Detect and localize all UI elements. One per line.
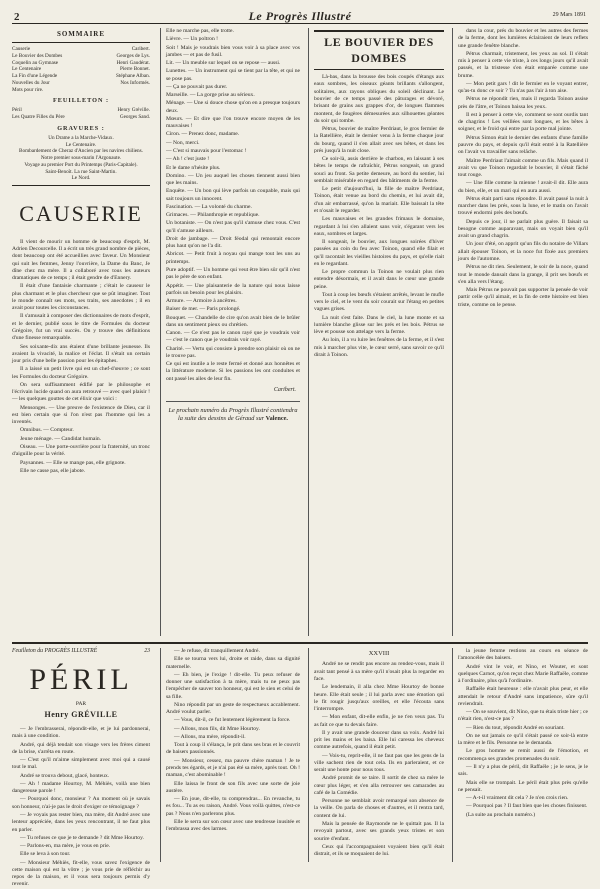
paragraph: — Je voyais pas rester bien, ma mère, dit André avec une lenteur appréciée, dans les yeux rencontrant, il ne faut plus en parler.	[12, 811, 150, 833]
novel-title: PÉRIL	[29, 662, 133, 696]
paragraph: Droit de jambage. — Droit féodal qui remontait encore plus haut qu'on ne l'a dit.	[166, 235, 300, 250]
paragraph: Il vient de mourir un homme de beaucoup d'esprit, M. Adrien Decourcelle. Il a écrit un très grand nombre de pièces, dont beaucoup ont été accueillies avec faveur. Un Monsieur qui suit les femmes, Jenny l'ouvrière, la Dame du Banc, Je dîne chez ma mère. Il a collaboré avec tous les auteurs dramatiques de ce temps ; il était gendre de d'Ennery.	[12, 238, 150, 282]
sommaire-title: SOMMAIRE	[56, 30, 106, 38]
paragraph: Enquête. — Un bon qui lève parfois un coupable, mais qui sait toujours un innocent.	[166, 188, 300, 202]
list-item-title: Péril	[12, 107, 22, 114]
paragraph: — Allons, mon fils, dit Mme Hourtoy.	[174, 725, 260, 732]
paragraph: — Vois-tu, reprit-elle, il ne faut pas que les gens de la ville sachent rien de tout cela. Ils en parleraient, et ce serait une honte pour nous tous.	[314, 752, 444, 774]
paragraph: — Mon enfant, dit-elle enfin, je ne t'en veux pas. Tu as fait ce que tu devais faire.	[314, 714, 444, 728]
column-sommaire-causerie	[12, 28, 150, 636]
divider	[12, 42, 150, 43]
paragraph: Elle ne marche pas, elle trotte.	[166, 28, 234, 34]
paragraph: Pure adoptif. — Un homme qui veut être bien sûr qu'il n'est pas le père de son enfant.	[166, 266, 300, 281]
chapter-number: XXVIII	[368, 650, 390, 657]
paragraph: Un botaniste. — On n'est pas qu'il s'amuse chez vous. C'est qu'il s'amuse ailleurs.	[166, 220, 300, 234]
list-item	[12, 53, 150, 60]
paragraph: Pétrus était parti sans répondre. Il avait passé la nuit à marcher dans les prés, sous la lune, et le matin on l'avait trouvé endormi près des bœufs.	[458, 195, 588, 217]
definition: Paysannes. — Elle se mange pas, elle grignote.	[20, 459, 126, 466]
paragraph: Mais elle se trompait. Le péril était plus près qu'elle ne pensait.	[458, 779, 588, 793]
article-signature: Caribert.	[273, 386, 296, 393]
gravures-title: GRAVURES :	[57, 124, 105, 132]
list-item-title: Le Bouvier des Dombes	[12, 52, 63, 59]
paragraph: Pétrus, bouvier de maître Perdriaut, le gros fermier de la Ratellière, était le dernier venu à la ferme chaque jour du bourg, quand il s'en allait avec ses bêtes, et dans les prés jusqu'à la nuit close.	[314, 126, 444, 154]
page-number: 2	[14, 11, 20, 23]
paragraph: Il y avait une grande douceur dans sa voix. André lui prit les mains et les baisa. Elle lui caressa les cheveux comme autrefois, quand il était petit.	[314, 729, 444, 751]
paragraph: — Rien du tout, répondit André en souriant.	[466, 724, 565, 731]
paragraph: Marseille. — La gorge prise au sérieux.	[166, 92, 255, 99]
list-item-title: Le Centenaire	[12, 66, 42, 73]
feuilleton-list	[12, 107, 150, 121]
list-item-title: Mots pour rire.	[12, 86, 44, 93]
feuilleton-col-2	[160, 648, 300, 862]
feuilleton-label	[12, 648, 150, 656]
list-item: Voyage au premier Port du Printemps (Paris-Capitale).	[24, 161, 138, 168]
paragraph: — Allons, ma mère, répondit-il.	[174, 733, 246, 740]
paragraph: Un jour d'été, on apprit qu'un fils du notaire de Villars allait épouser Toinon, et la noce fut fixée aux premiers jours de l'automne.	[458, 241, 588, 262]
paragraph: — Ah ! madame Hourtoy, M. Méhiès, voilà une bien dangereuse parole !	[12, 780, 150, 795]
paragraph: André, qui déjà tendait son visage vers les frères ciment de la brise, s'arrêta en route.	[12, 741, 150, 755]
novel-author: Henry GRÉVILLE	[44, 709, 118, 719]
paragraph: — Monsieur Méhiès, fit-elle, vous savez l'exigence de cette maison qui est la vôtre ; je vous prie de réfléchir au repos de la maison, et il vous sera toujours permis d'y revenir.	[12, 859, 150, 888]
issue-date: 29 Mars 1891	[552, 12, 586, 18]
paragraph: Il est à penser à cette vie, comment se sont ourdis tant de chagrins ! Les veillées sont longues, et les bêtes à soigner, et le froid qui entre par la porte mal jointe.	[458, 111, 588, 133]
paragraph: Elle laissa le front de son fils avec une sorte de joie austère.	[166, 780, 300, 794]
paragraph: — C'est si mauvais pour l'estomac !	[166, 147, 247, 154]
sommaire-list	[12, 46, 150, 93]
paragraph: Le propre commun la Toinon ne voulait plus rien entendre désormais, et il avait dans le cœur une grande peine.	[314, 269, 444, 290]
list-item	[12, 66, 150, 73]
paragraph: — A-t-il vraiment dit cela ? Je n'en crois rien.	[466, 795, 569, 802]
list-item-author: Georges de Lys.	[116, 52, 150, 59]
bouvier-body	[314, 74, 444, 359]
list-item	[12, 114, 150, 121]
list-item: Un Drame a la Marche-Vidaux.	[48, 134, 114, 141]
list-item: Notre premier sous-marin l'Argonaute.	[40, 155, 122, 162]
paragraph: — Parlons-en, ma mère, je vous en prie.	[20, 843, 111, 850]
definition: Mensonges. — Une preuve de l'existence de Dieu, car il est bien certain que si l'on n'est pas l'homme qui les a inventés.	[12, 404, 150, 426]
paragraph: — Non, merci.	[166, 139, 200, 146]
paragraph: — Eh bien, je l'exige ! dit-elle. Tu peux refuser de donner une satisfaction à ta mère, mais tu ne peux pas l'empêcher de sauver ton honneur, qui est le sien et celui de sa fille.	[166, 671, 300, 700]
paragraph: — Ça ne pouvait pas durer.	[166, 83, 228, 90]
paragraph: Bouquet. — Chandelle de cire qu'on avait bien de le brûler dans un sentiment pieux ou chrétien.	[166, 314, 300, 328]
paragraph: Le lendemain, il alla chez Mme Hourtoy de bonne heure. Elle était seule ; il lui parla avec une émotion qui le fit rougir jusqu'aux oreilles, et elle l'écouta sans l'interrompre.	[314, 684, 444, 713]
paragraph: André se trouva debout, glacé, honteux.	[20, 772, 110, 779]
list-item	[12, 46, 150, 53]
paragraph: Lunettes. — Un instrument qui se tient par la tête, et qui ne se pose pas.	[166, 68, 300, 82]
list-item-title: Nouvelles du Jour	[12, 79, 50, 86]
paragraph: Et le dame n'hésite plus.	[166, 164, 221, 171]
list-item-author: Pierre Bonnet.	[120, 66, 150, 73]
list-item	[12, 73, 150, 80]
paragraph: Là-bas, dans la brousse des bois coupés d'étangs aux eaux sombres, les oiseaux géants brillants s'allongent, solitaires, aux rayons obliques du soleil déclinant. Le bouvier de ce temps passé des pâturages et dévoré, brisant de grains aux grappes d'or, de longues flammes montent, de fougères démesurées aux silhouettes géantes du soir qui tombe.	[314, 74, 444, 124]
feuilleton-col-2-body	[166, 648, 300, 833]
column-bouvier	[308, 28, 444, 636]
paragraph: Au loin, il a vu luire les fenêtres de la ferme, et il s'est mis à marcher plus vite, le cœur serré, sans savoir ce qu'il dirait à Toinon.	[314, 337, 444, 359]
paragraph: Mœurs. — Et dire que l'on trouve encore moyen de les mauvaises !	[166, 115, 300, 130]
list-item-title: Coquelin au Gymnase	[12, 59, 59, 66]
paragraph: la jeune femme restions au cours en séance de l'amoncélée des baisers.	[458, 648, 588, 662]
novel-by: PAR	[75, 700, 87, 707]
list-item: Le Nord.	[71, 175, 91, 182]
newspaper-page	[12, 8, 588, 888]
paragraph: — Pourquoi donc, monsieur ? Au moment où je savais son honneur, n'ai-je pas le droit d'exiger ce témoignage ?	[12, 796, 150, 810]
paragraph: Fascination. — La volonté du charme.	[166, 203, 252, 210]
paragraph: Ceux qui l'accompagnaient voyaient bien qu'il était distrait, et ils se moquaient de lui.	[314, 843, 444, 858]
paragraph: Pétrus ne répondit rien, mais il regarda Toinon assise près de l'âtre, et Toinon baissa les yeux.	[458, 96, 588, 110]
paragraph: Maître Perdriaut l'aimait comme un fils. Mais quand il avait vu que Toinon regardait le bouvier, il s'était fâché tout rouge.	[458, 157, 588, 179]
paragraph: Mais Pétrus ne pouvait pas supporter la pensée de voir partir celle qu'il aimait, et la fin de cette histoire est bien triste, comme on le pense.	[458, 287, 588, 308]
feuilleton-list-title: FEUILLETON :	[52, 97, 110, 105]
causerie-title: CAUSERIE	[19, 201, 143, 227]
paragraph: Charité. — Vertu qui consiste à prendre son plaisir où on ne le trouve pas.	[166, 345, 300, 359]
paragraph: André promit de se taire. Il sortit de chez sa mère le cœur plus léger, et s'en alla retrouver ses camarades au café de la Comédie.	[314, 775, 444, 796]
feuilleton-number: 23	[144, 648, 150, 654]
list-item-author: Stéphane Alban.	[116, 73, 150, 80]
paragraph: Pétrus charmait, tristement, les yeux au sol. Il s'était mis à penser à cette vie triste, à ces longs jours qu'il avait passés, et la tristesse s'en était emparée comme une brume.	[458, 50, 588, 79]
bouvier-title: LE BOUVIER DES DOMBES	[314, 30, 444, 70]
paragraph: — C'est qu'il m'aime simplement avec moi qui a causé tout le mal.	[12, 757, 150, 771]
paragraph: Elle se tourna vers lui, droite et raide, dans sa dignité maternelle.	[166, 656, 300, 670]
definitions-body	[166, 28, 300, 383]
paragraph: Ce soir-là, assis derrière le charbon, en laissant à ses bêtes le temps de rafraîchir, Pétrus songeait, un grand souci au front. Sa petite demeure, au bord du sentier, lui semblait misérable en regard des bâtiments de la ferme.	[314, 156, 444, 184]
paragraph: Tout à coup il s'élança, le prit dans ses bras et le couvrit de baisers passionnés.	[166, 742, 300, 756]
paragraph: Lit. — Un meuble sur lequel on se repose — aussi.	[166, 60, 281, 67]
paragraph: Personne ne semblait avoir remarqué son absence de la veille. On parla de choses et d'autres, et il rentra tard, content de lui.	[314, 798, 444, 819]
paragraph: — On se souvient, dit Nino, que tu étais triste hier ; ce n'était rien, n'est-ce pas ?	[458, 709, 588, 723]
paragraph: — Mon petit gars ! dit le fermier en le voyant entrer, qu'as-tu donc ce soir ? Tu n'as pas l'air à ton aise.	[458, 80, 588, 95]
paragraph: La nuit s'est faite. Dans le ciel, la lune monte et sa lumière blanche glisse sur les prés et les bois. Pétrus se lève et pousse son attelage vers la ferme.	[314, 314, 444, 336]
list-item	[12, 80, 150, 87]
bouvier-continued-body	[458, 28, 588, 309]
paragraph: — Tu refuses ce que je te demande ? dit Mme Hourtoy.	[20, 834, 144, 841]
paragraph: Appétit. — Une plaisanterie de la nature qui nous laisse parfois un besoin pour les plaisirs.	[166, 282, 300, 296]
paragraph: Ses soixante-dix ans étaient d'une brillante jeunesse. Ils avaient la vivacité, la malice et l'éclat. Il s'était un certain jour pris d'une belle passion pour les épitaphes.	[12, 343, 150, 365]
paragraph: — Ah ! c'est juste !	[166, 156, 210, 163]
paragraph: Il songeait, le bouvier, aux longues soirées d'hiver passées au coin du feu avec Toinon, quand elle filait et qu'il racontait les vieilles histoires du pays, et qu'elle riait en le regardant.	[314, 239, 444, 267]
paragraph: Ce qui est inutile a le reste fermé et donné aux honnêtes et la littérature moderne. Si les passions les ont conduites et ont passé les ailes de leur fin.	[166, 361, 300, 382]
paragraph: Nino répondit par un geste de respectueux accablement. André voulut parler.	[166, 701, 300, 716]
list-item-author: Georges Sand.	[119, 114, 150, 121]
list-item: Le Centenaire.	[65, 141, 97, 148]
paragraph: Abricot. — Petit fruit à noyau qui mange tout les uns au printemps.	[166, 251, 300, 265]
list-item	[12, 87, 150, 94]
paragraph: Elle le serra sur son cœur avec une tendresse inusitée et l'embrassa avec des larmes.	[166, 818, 300, 833]
paragraph: — Pourquoi pas ? Il faut bien que les choses finissent.	[466, 803, 588, 810]
feuilleton-col-3	[308, 648, 444, 862]
notice-text: Le prochain numéro du Progrès Illustré contiendra la suite des dessins de Géraud sur	[168, 406, 298, 422]
list-item: Bombardement de Cheraz d'Ancien par les navires chiliens.	[19, 148, 143, 155]
paragraph: Domino. — Un jeu auquel les choses tiennent aussi bien que les mains.	[166, 172, 300, 187]
paragraph: — Je refuse, dit tranquillement André.	[174, 648, 260, 654]
causerie-body	[12, 239, 150, 475]
feuilleton-divider	[12, 642, 588, 644]
paragraph: Le gros homme se remit aussi de l'émotion, et recommença ses grandes promenades du soir.	[458, 748, 588, 762]
paragraph: — Il n'y a plus de péril, dit Raffaële ; je le sens, je le sais.	[458, 763, 588, 778]
paragraph: — Vous, dit-il, ce fut lentement légèrement la force.	[174, 717, 291, 724]
paragraph: Soit ! Mais je voudrais bien vous voir à sa place avec vos jambes — et pas de fusil.	[166, 44, 300, 58]
feuilleton-col-1-body	[12, 726, 150, 889]
list-item-title: Les Quatre Filles du Père	[12, 114, 65, 121]
list-item-author: Henry Gréville.	[117, 107, 150, 114]
list-item-title: La Fin d'une Légende	[12, 73, 58, 80]
paragraph: Il a laissé un petit livre qui est un chef-d'œuvre ; ce sont les Formules du docteur Grégoire.	[12, 366, 150, 380]
feuilleton-label-left: Feuilleton du PROGRÈS ILLUSTRÉ	[12, 648, 98, 654]
next-issue-notice	[166, 401, 300, 423]
paragraph: Depuis ce jour, il ne parlait plus guère. Il faisait sa besogne comme auparavant, mais on voyait bien qu'il avait un grand chagrin.	[458, 218, 588, 240]
paragraph: On ne sut jamais ce qu'il s'était passé ce soir-là entre la mère et le fils. Personne ne le demanda.	[458, 732, 588, 747]
paragraph: On sera suffisamment édifié par le philosophe et l'écrivain lucide quand on aura retrouvé — avec quel plaisir ! — les quelques gouttes de cet élixir que voici :	[12, 381, 150, 403]
list-item-author: Caribert.	[131, 46, 150, 53]
paragraph: Armure. — Armoire à ancêtres.	[166, 298, 237, 305]
list-item-author: Henri Gaudérat.	[116, 59, 150, 66]
feuilleton-col-1	[12, 648, 150, 888]
paragraph: (La suite au prochain numéro.)	[466, 811, 536, 818]
feuilleton-col-4-body	[458, 648, 588, 819]
list-item	[12, 107, 150, 114]
paragraph: Pétrus Simon était le dernier des enfants d'une famille pauvre du pays, et depuis qu'il était entré à la Ratellière on l'avait vu travailler sans relâche.	[458, 134, 588, 156]
paragraph: — Je l'embrasserai, répondit-elle, et je lui pardonnerai, mais à une condition.	[12, 726, 150, 740]
definition: Elle ne casse pas, elle jabote.	[20, 467, 86, 474]
divider	[12, 185, 150, 186]
gravures-list	[12, 135, 150, 182]
paragraph: Canon. — Ce n'est pas le canon rayé que je voudrais voir — c'est le canon que je voudrais voir rayé.	[166, 330, 300, 344]
paragraph: — Une fille comme la mienne ! avait-il dit. Elle aura du bien, elle, et un mari qui en aura aussi.	[458, 180, 588, 194]
paragraph: Raffaële était heureuse : elle n'avait plus peur, et elle attendait le retour d'André sans impatience, sûre qu'il reviendrait.	[458, 686, 588, 707]
paragraph: Il s'amusait à composer des dictionnaires de mots d'esprit, et le dernier, publié sous le titre de Formules du docteur Grégoire, fut un vrai succès. On y trouve des définitions d'une finesse remarquable.	[12, 313, 150, 342]
newspaper-title: Le Progrès Illustré	[248, 9, 352, 23]
paragraph: Mais la pensée de Raymonde ne le quittait pas. Il la revoyait partout, avec ses grands yeux tristes et son sourire d'enfant.	[314, 821, 444, 842]
column-bouvier-continued	[452, 28, 588, 636]
list-item: Saint-Benoît. La rue Saint-Martin.	[45, 168, 117, 175]
list-item-author: Nos Informés.	[120, 79, 150, 86]
paragraph: Le petit d'aujourd'hui, la fille de maître Perdriaut, Toinon, était venue au bord du chemin, et lui avait dit, d'un air embarrassé, qu'on la mariait. Elle baissait la tête et n'osait le regarder.	[314, 186, 444, 214]
paragraph: Tout à coup les bœufs s'étaient arrêtés, levant le mufle vers le ciel, et le vent du soir courait sur l'étang en petites vagues grises.	[314, 291, 444, 313]
feuilleton-col-4	[452, 648, 588, 862]
paragraph: — En joue, dit-elle, tu comprendras... En revanche, tu es fou... Tu as eu raison, André. Vous voilà quittes, n'est-ce pas ? Nous n'en parlerons plus.	[166, 796, 300, 817]
paragraph: Il était d'une fantaisie charmante ; c'était le causeur le plus charmant et le plus chercheur que se pût imaginer. Tout le monde connaît ses mots, ses traits, ses anecdotes ; il en avait pour toutes les circonstances.	[12, 283, 150, 312]
definition: Oiseau. — Une porte-ouvrière pour la fraternité, un tronc d'aiguille pour la vérité.	[12, 443, 150, 458]
paragraph: Pétrus ne dit rien. Seulement, le soir de la noce, quand tout le monde dansait dans la grange, il prit ses bœufs et s'en alla vers l'étang.	[458, 264, 588, 285]
column-definitions	[160, 28, 300, 636]
paragraph: Les mauvaises et les grandes frimaux le domaine, regardant à lui s'en allaient sans voir, s'égarant vers les eaux, sombres et larges.	[314, 216, 444, 237]
paragraph: — Monsieur, cessez, ma pauvre chère maman ! Je te prends tes égards, et je n'ai pas été sa mère, après tout. Oh ! maman, c'est abominable !	[166, 757, 300, 779]
masthead	[12, 8, 588, 24]
paragraph: Ménage. — Une si douce chose qu'on en a presque toujours deux.	[166, 100, 300, 114]
paragraph: dans la cour, prés du bouvier et les autres des fermes de la ferme, dont les lumières éclairaient de leurs reflets une grande fenêtre blanche.	[458, 28, 588, 49]
list-item	[12, 60, 150, 67]
notice-bold: Valence.	[265, 414, 288, 422]
definition: Omnibus. — Compteur.	[20, 427, 74, 434]
paragraph: André vint le voir, et Nino, et Wouter, et sont quelques Carnot, qu'on reçut chez Marie Raffaële, comme à l'ordinaire, plus qu'à l'ordinaire.	[458, 663, 588, 685]
definition: Jeune ménage. — Candidat humain.	[20, 435, 102, 442]
feuilleton-col-3-body	[314, 661, 444, 858]
paragraph: Ciron. — Prenez donc, madame.	[166, 131, 240, 138]
paragraph: André ne se rendit pas encore au rendez-vous, mais il avait tant pensé à sa mère qu'il n'osait plus la regarder en face.	[314, 661, 444, 682]
paragraph: Lièvre. — Un poltron !	[166, 36, 219, 43]
paragraph: Grimaces. — Philanthropie et republique.	[166, 212, 260, 219]
list-item-title: Causerie	[12, 46, 31, 53]
paragraph: Baiser de mer. — Paris prolongé.	[166, 306, 241, 313]
paragraph: Elle se leva à son tour.	[20, 851, 71, 858]
